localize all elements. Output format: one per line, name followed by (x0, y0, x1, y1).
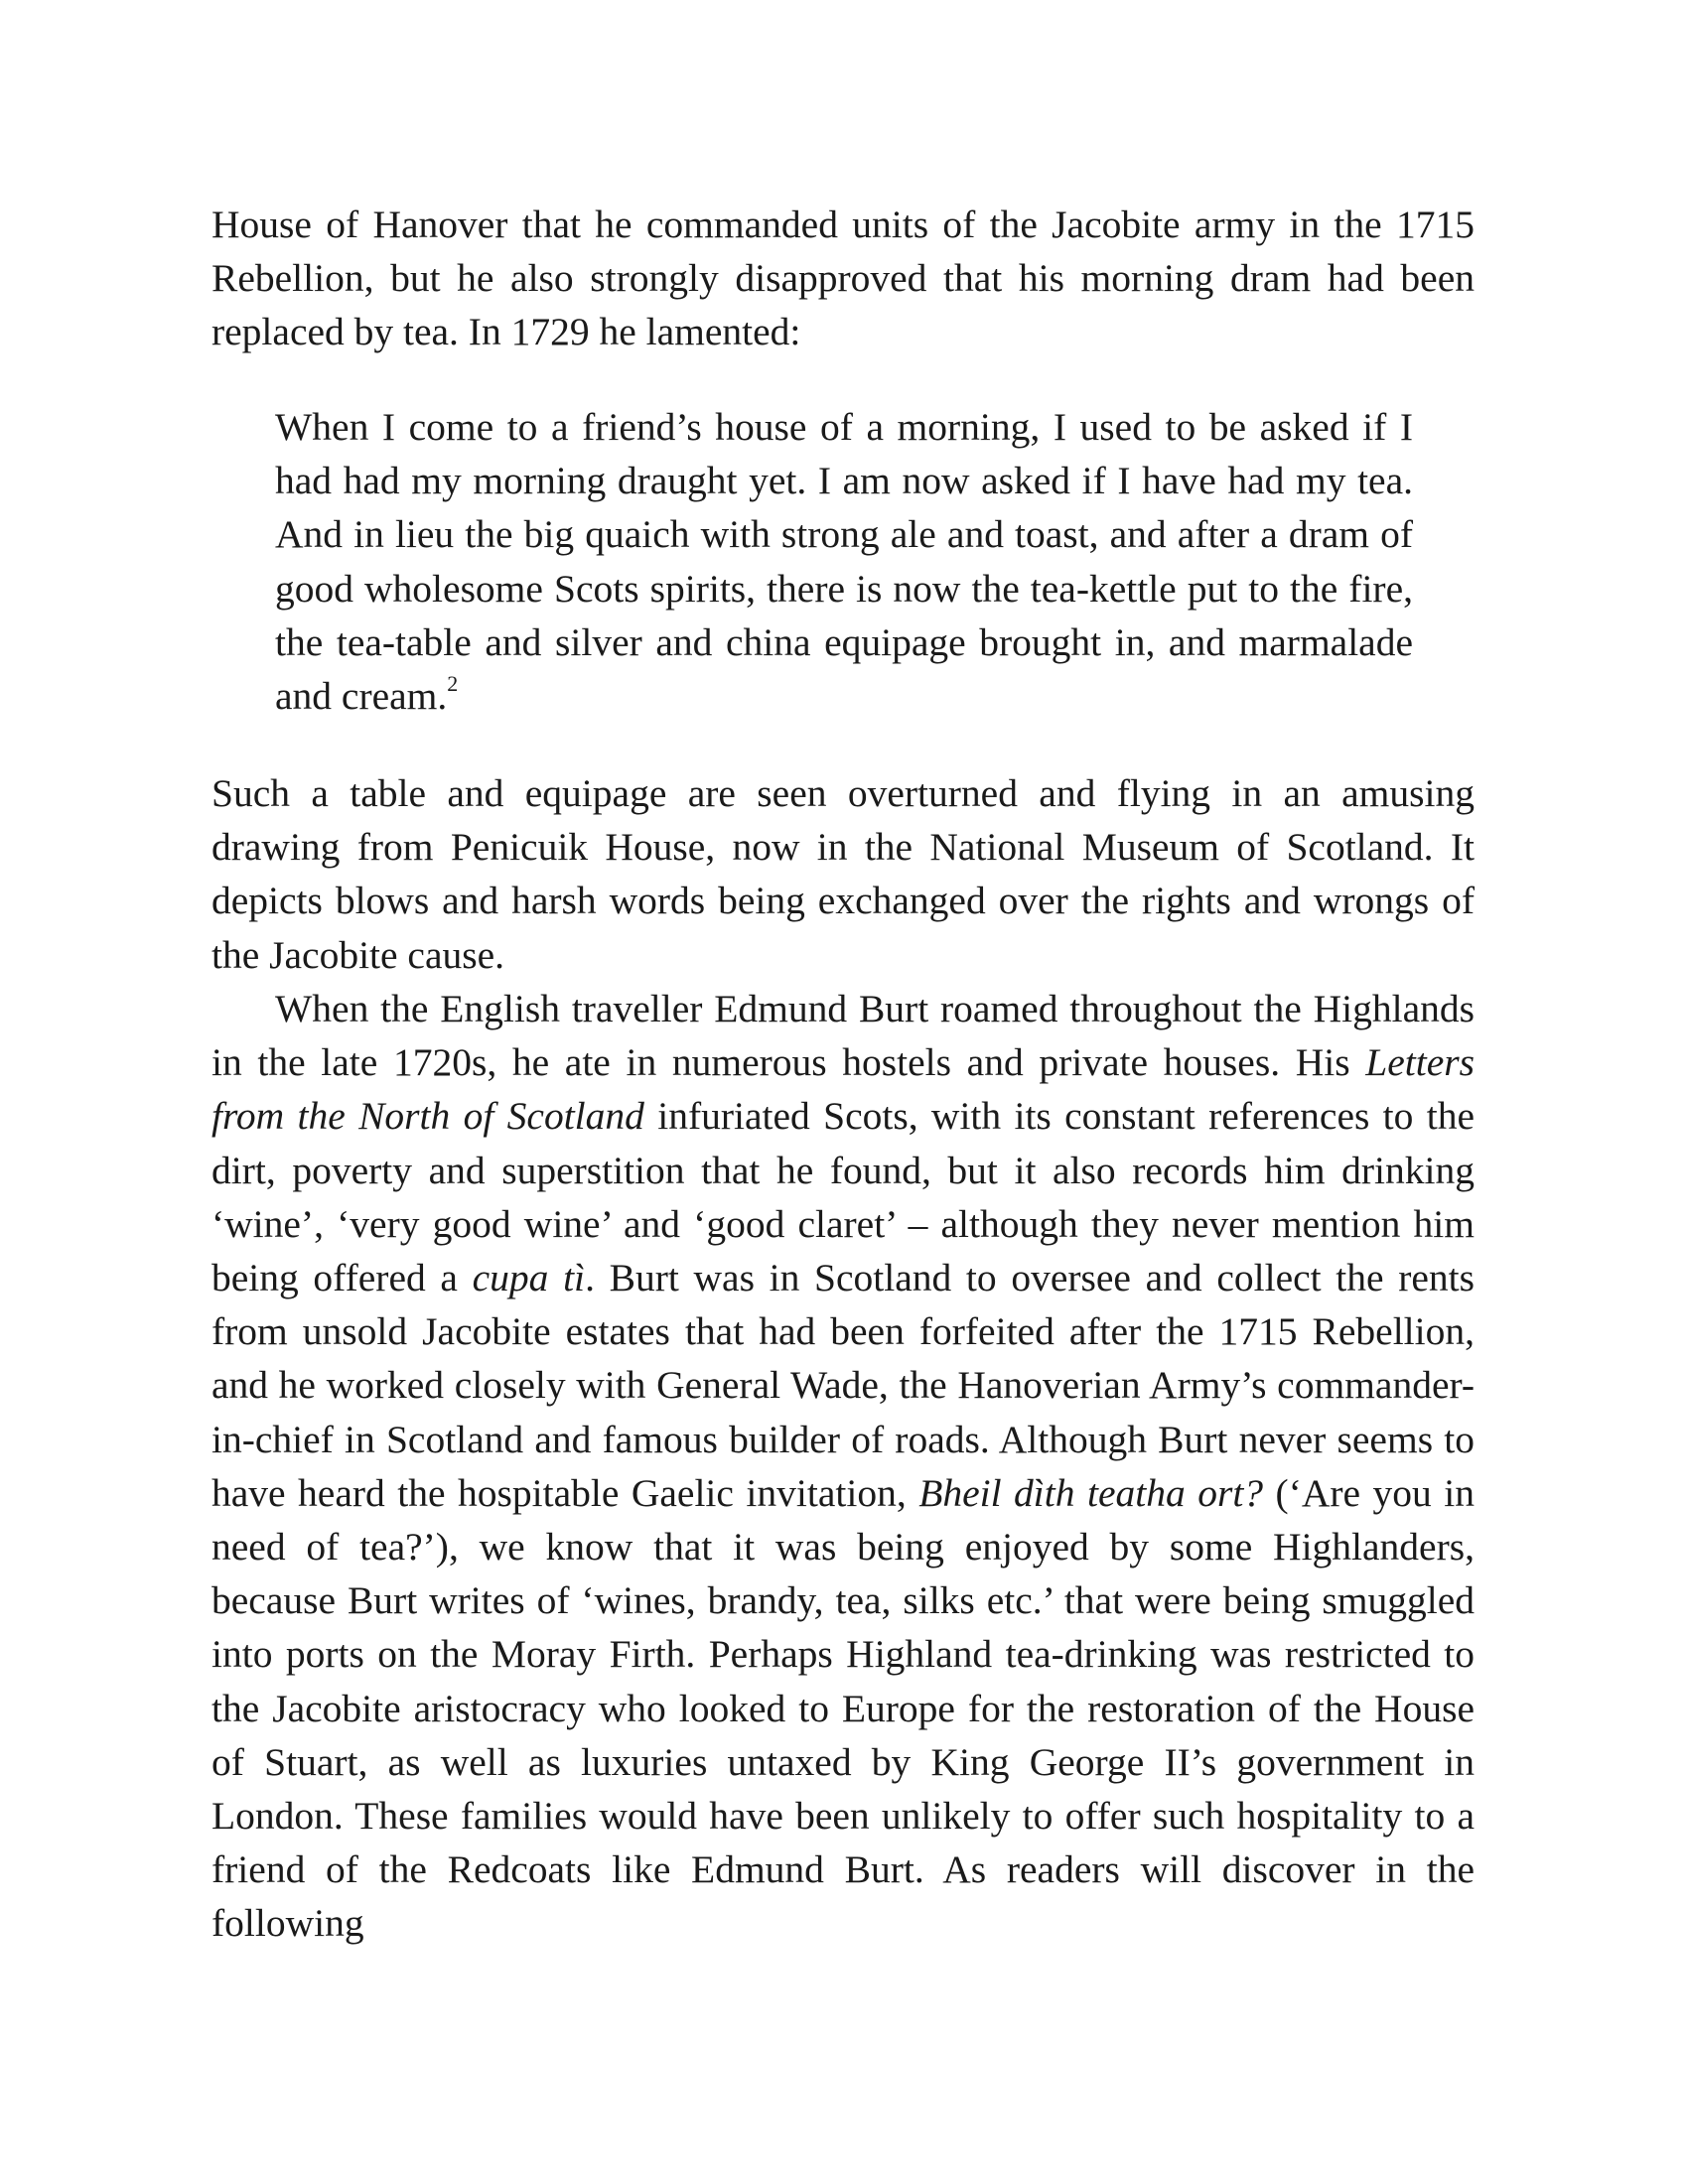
paragraph-text: (‘Are you in need of tea?’), we know that it was being enjoyed by some Highlanders, because Burt writes of ‘wines, brandy, tea, silks etc.’ that were being smuggled into ports on the Moray Firth. Perhaps Highland tea-drinking was restricted to the Jacobite aristocracy who looked to Europe for the restoration of the House of Stuart, as well as luxuries untaxed by King George II’s government in London. These families would have been unlikely to offer such hospitality to a friend of the Redcoats like Edmund Burt. As readers will discover in the following (211, 1470, 1476, 1946)
block-quote (275, 400, 1413, 723)
book-title: Letters from the North of Scotland (211, 1040, 1475, 1139)
paragraph-text: . Burt was in Scotland to oversee and collect the rents from unsold Jacobite estates that had been forfeited after the 1715 Rebellion, and he worked closely with General Wade, the Hanoverian Army’s commander-in-chief in Scotland and famous builder of roads. Although Burt never seems to have heard the hospitable Gaelic invitation, (211, 1256, 1476, 1515)
paragraph-text: House of Hanover that he commanded units of the Jacobite army in the 1715 Rebellion, but he also strongly disapproved that his morning dram had been replaced by tea. In 1729 he lamented: (211, 203, 1475, 354)
gaelic-phrase: cupa tì (472, 1256, 586, 1300)
paragraph-text: Such a table and equipage are seen overturned and flying in an amusing drawing from Penicuik House, now in the National Museum of Scotland. It depicts blows and harsh words being exchanged over the rights and wrongs of the Jacobite cause. (211, 771, 1475, 977)
paragraph-text: When the English traveller Edmund Burt roamed throughout the Highlands in the late 1720s, he ate in numerous hostels and private houses. His (211, 987, 1475, 1085)
paragraph (211, 198, 1475, 359)
paragraph-text: infuriated Scots, with its constant references to the dirt, poverty and superstition that he found, but it also records him drinking ‘wine’, ‘very good wine’ and ‘good claret’ – although they never mention him being offered a (211, 1094, 1476, 1300)
footnote-reference[interactable]: 2 (447, 670, 459, 696)
paragraph (211, 982, 1475, 1951)
quote-text: When I come to a friend’s house of a morning, I used to be asked if I had had my morning draught yet. I am now asked if I have had my tea. And in lieu the big quaich with strong ale and toast, and after a dram of good wholesome Scots spirits, there is now the tea-kettle put to the fire, the tea-table and silver and china equipage brought in, and marmalade and cream. (275, 405, 1413, 719)
gaelic-phrase: Bheil dìth teatha ort? (918, 1470, 1264, 1515)
paragraph (211, 766, 1475, 982)
